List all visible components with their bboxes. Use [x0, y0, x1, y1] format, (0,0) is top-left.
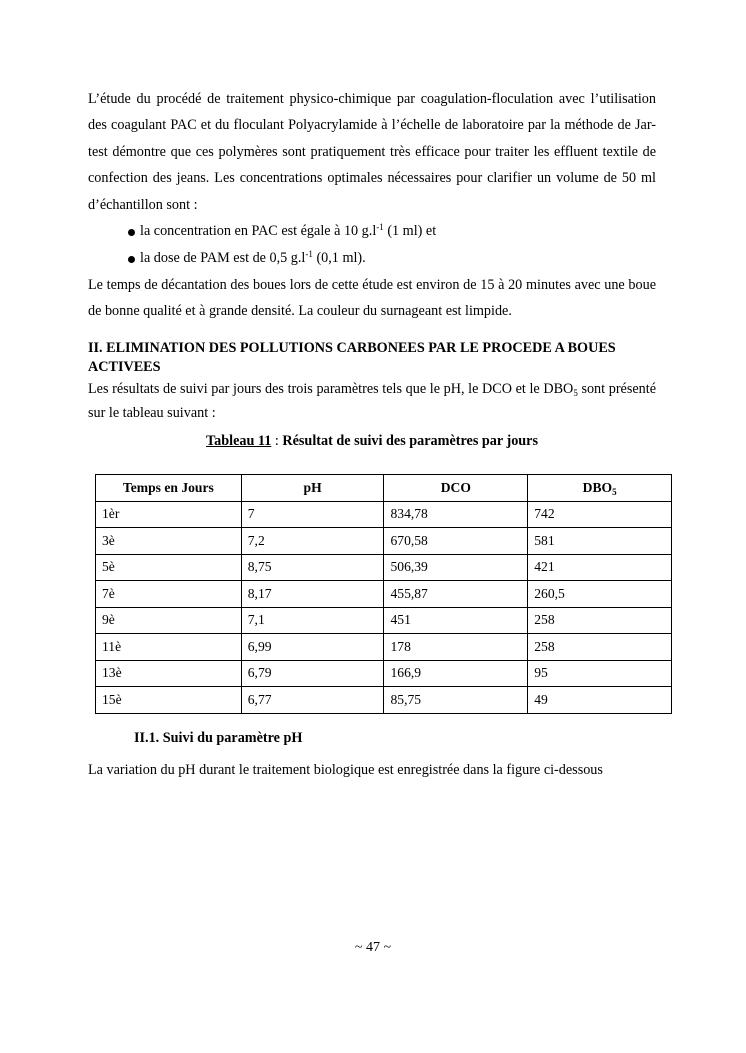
table-row — [96, 607, 672, 634]
table-cell: 421 — [528, 554, 672, 581]
table-cell: 6,79 — [241, 660, 384, 687]
table-cell: 670,58 — [384, 528, 528, 555]
table-body — [96, 501, 672, 713]
table-cell: 451 — [384, 607, 528, 634]
subsection-heading: II.1. Suivi du paramètre pH — [134, 730, 303, 746]
optimal-concentrations-list — [88, 218, 656, 272]
table-row — [96, 687, 672, 714]
table-cell: 742 — [528, 501, 672, 528]
table-cell: 13è — [96, 660, 242, 687]
table-cell: 258 — [528, 634, 672, 661]
table-cell: 8,17 — [241, 581, 384, 608]
table-cell: 15è — [96, 687, 242, 714]
table-cell: 7 — [241, 501, 384, 528]
table-cell: 834,78 — [384, 501, 528, 528]
table-cell: 581 — [528, 528, 672, 555]
table-row — [96, 581, 672, 608]
table-cell: 506,39 — [384, 554, 528, 581]
table-caption: Tableau 11 : Résultat de suivi des paramètres par jours — [205, 432, 538, 449]
table-row — [96, 554, 672, 581]
bullet-icon — [128, 229, 135, 236]
table-cell: 9è — [96, 607, 242, 634]
table-cell: 5è — [96, 554, 242, 581]
page-number: ~ 47 ~ — [354, 940, 392, 955]
table-row — [96, 501, 672, 528]
table-cell: 6,99 — [241, 634, 384, 661]
table-row — [96, 634, 672, 661]
table-cell: 49 — [528, 687, 672, 714]
table-cell: 7,2 — [241, 528, 384, 555]
intro-paragraph: L’étude du procédé de traitement physico-chimique par coagulation-floculation avec l’utilisation des coagulant PAC et du floculant Polyacrylamide à l’échelle de laboratoire par la méthode de Jar-test démontre que ces polymères sont pratiquement très efficace pour traiter les effluent textile de confection des jeans. Les concentrations optimales nécessaires pour clarifier un volume de 50 ml d’échantillon sont : — [88, 91, 656, 213]
table-cell: 260,5 — [528, 581, 672, 608]
column-header-dbo5: $DBO_5$ — [528, 475, 672, 502]
table-row — [96, 528, 672, 555]
table-cell: 455,87 — [384, 581, 528, 608]
subsection-text: La variation du pH durant le traitement biologique est enregistrée dans la figure ci-dessous — [88, 762, 603, 778]
column-header-dco: DCO — [384, 475, 528, 502]
section-intro: Les résultats de suivi par jours des trois paramètres tels que le pH, le DCO et le $DBO_5$ sont présenté sur le tableau suivant : — [88, 380, 656, 421]
table-cell: 11è — [96, 634, 242, 661]
column-header-ph: pH — [241, 475, 384, 502]
table-cell: 6,77 — [241, 687, 384, 714]
bullet-icon — [128, 256, 135, 263]
table-cell: 85,75 — [384, 687, 528, 714]
table-cell: 1èr — [96, 501, 242, 528]
table-cell: 3è — [96, 528, 242, 555]
table-cell: 7è — [96, 581, 242, 608]
table-cell: 258 — [528, 607, 672, 634]
decantation-paragraph: Le temps de décantation des boues lors de cette étude est environ de 15 à 20 minutes avec une boue de bonne qualité et à grande densité. La couleur du surnageant est limpide. — [88, 277, 656, 320]
page-body — [88, 86, 656, 453]
list-item: la concentration en PAC est égale à 10 $g.l^{-1}$ (1 ml) et — [88, 218, 656, 245]
column-header-days: Temps en Jours — [96, 475, 242, 502]
table-cell: 166,9 — [384, 660, 528, 687]
list-item: la dose de PAM est de 0,5 $g.l^{-1}$ (0,1 ml). — [88, 245, 656, 272]
results-table — [95, 474, 672, 714]
table-cell: 95 — [528, 660, 672, 687]
table-row — [96, 660, 672, 687]
table-cell: 178 — [384, 634, 528, 661]
table-header-row — [96, 475, 672, 502]
table-cell: 7,1 — [241, 607, 384, 634]
section-heading: II. ELIMINATION DES POLLUTIONS CARBONEES PAR LE PROCEDE A BOUES ACTIVEES — [88, 339, 616, 375]
table-cell: 8,75 — [241, 554, 384, 581]
